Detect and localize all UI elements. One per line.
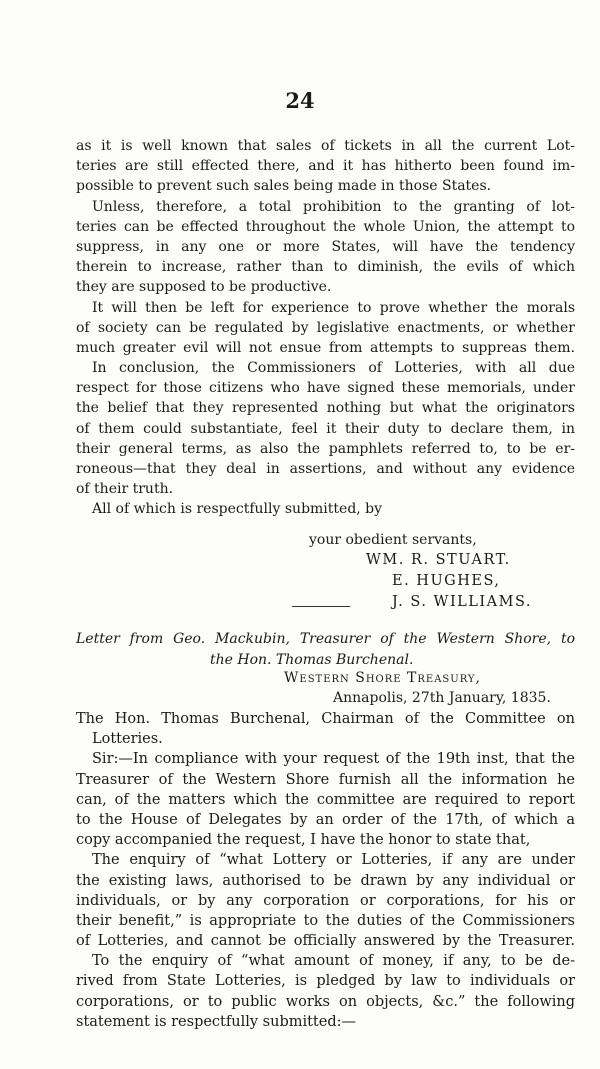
text-line: their general terms, as also the pamphlets referred to, to be er- <box>76 440 575 457</box>
closing-line: your obedient servants, <box>309 532 477 548</box>
text-line: statement is respectfully submitted:— <box>76 1013 357 1030</box>
text-line: Lotteries. <box>92 731 163 748</box>
text-line: rived from State Lotteries, is pledged by law to individuals or <box>76 973 575 990</box>
letter-office: Western Shore Treasury, <box>284 670 481 686</box>
text-line: copy accompanied the request, I have the honor to state that, <box>76 832 531 849</box>
text-line: respect for those citizens who have signed these memorials, under <box>76 380 575 397</box>
text-line: In conclusion, the Commissioners of Lotteries, with all due <box>92 360 575 377</box>
section-divider <box>292 606 350 607</box>
text-line: teries are still effected there, and it has hitherto been found im- <box>76 158 575 175</box>
text-line: the belief that they represented nothing but what the originators <box>76 400 575 417</box>
text-line: of them could substantiate, feel it their duty to declare them, in <box>76 420 575 437</box>
text-line: All of which is respectfully submitted, by <box>92 501 383 518</box>
text-line: corporations, or to public works on objects, &c.” the following <box>76 993 575 1010</box>
text-line: It will then be left for experience to prove whether the morals <box>92 299 575 316</box>
text-line: The Hon. Thomas Burchenal, Chairman of the Committee on <box>76 711 575 727</box>
text-line: their benefit,” is appropriate to the duties of the Commissioners <box>76 912 575 929</box>
text-line: suppress, in any one or more States, will have the tendency <box>76 238 575 255</box>
text-line: of Lotteries, and cannot be officially answered by the Treasurer. <box>76 933 575 950</box>
text-line: therein to increase, rather than to diminish, the evils of which <box>76 259 575 276</box>
text-line: Treasurer of the Western Shore furnish all the information he <box>76 771 575 788</box>
letter-heading-line1: Letter from Geo. Mackubin, Treasurer of the Western Shore, to <box>76 631 575 647</box>
text-line: of society can be regulated by legislative enactments, or whether <box>76 319 575 336</box>
signatory-stuart: WM. R. STUART. <box>366 552 511 568</box>
text-line: to the House of Delegates by an order of the 17th, of which a <box>76 811 575 828</box>
letter-heading-line2: the Hon. Thomas Burchenal. <box>210 652 414 668</box>
text-line: can, of the matters which the committee are required to report <box>76 791 575 808</box>
letter-place-date: Annapolis, 27th January, 1835. <box>333 690 551 706</box>
letter-text <box>76 709 575 1032</box>
page-number: 24 <box>285 88 315 113</box>
text-line: the existing laws, authorised to be drawn by any individual or <box>76 872 575 889</box>
signatory-williams: J. S. WILLIAMS. <box>392 594 533 610</box>
text-line: individuals, or by any corporation or corporations, for his or <box>76 892 575 909</box>
text-line: The enquiry of “what Lottery or Lotteries, if any are under <box>92 852 575 869</box>
text-line: of their truth. <box>76 481 174 498</box>
text-line: much greater evil will not ensue from attempts to suppreas them. <box>76 339 575 356</box>
text-line: roneous—that they deal in assertions, and without any evidence <box>76 461 575 477</box>
text-line: Unless, therefore, a total prohibition to the granting of lot- <box>92 198 575 215</box>
signatory-hughes: E. HUGHES, <box>392 573 501 589</box>
text-line: they are supposed to be productive. <box>76 279 332 296</box>
text-line: as it is well known that sales of tickets in all the current Lot- <box>76 138 575 154</box>
text-line: Sir:—In compliance with your request of the 19th inst, that the <box>92 751 575 768</box>
text-line: teries can be effected throughout the whole Union, the attempt to <box>76 218 575 235</box>
report-text <box>76 136 575 520</box>
text-line: possible to prevent such sales being made in those States. <box>76 178 492 195</box>
text-line: To the enquiry of “what amount of money, if any, to be de- <box>92 953 575 970</box>
